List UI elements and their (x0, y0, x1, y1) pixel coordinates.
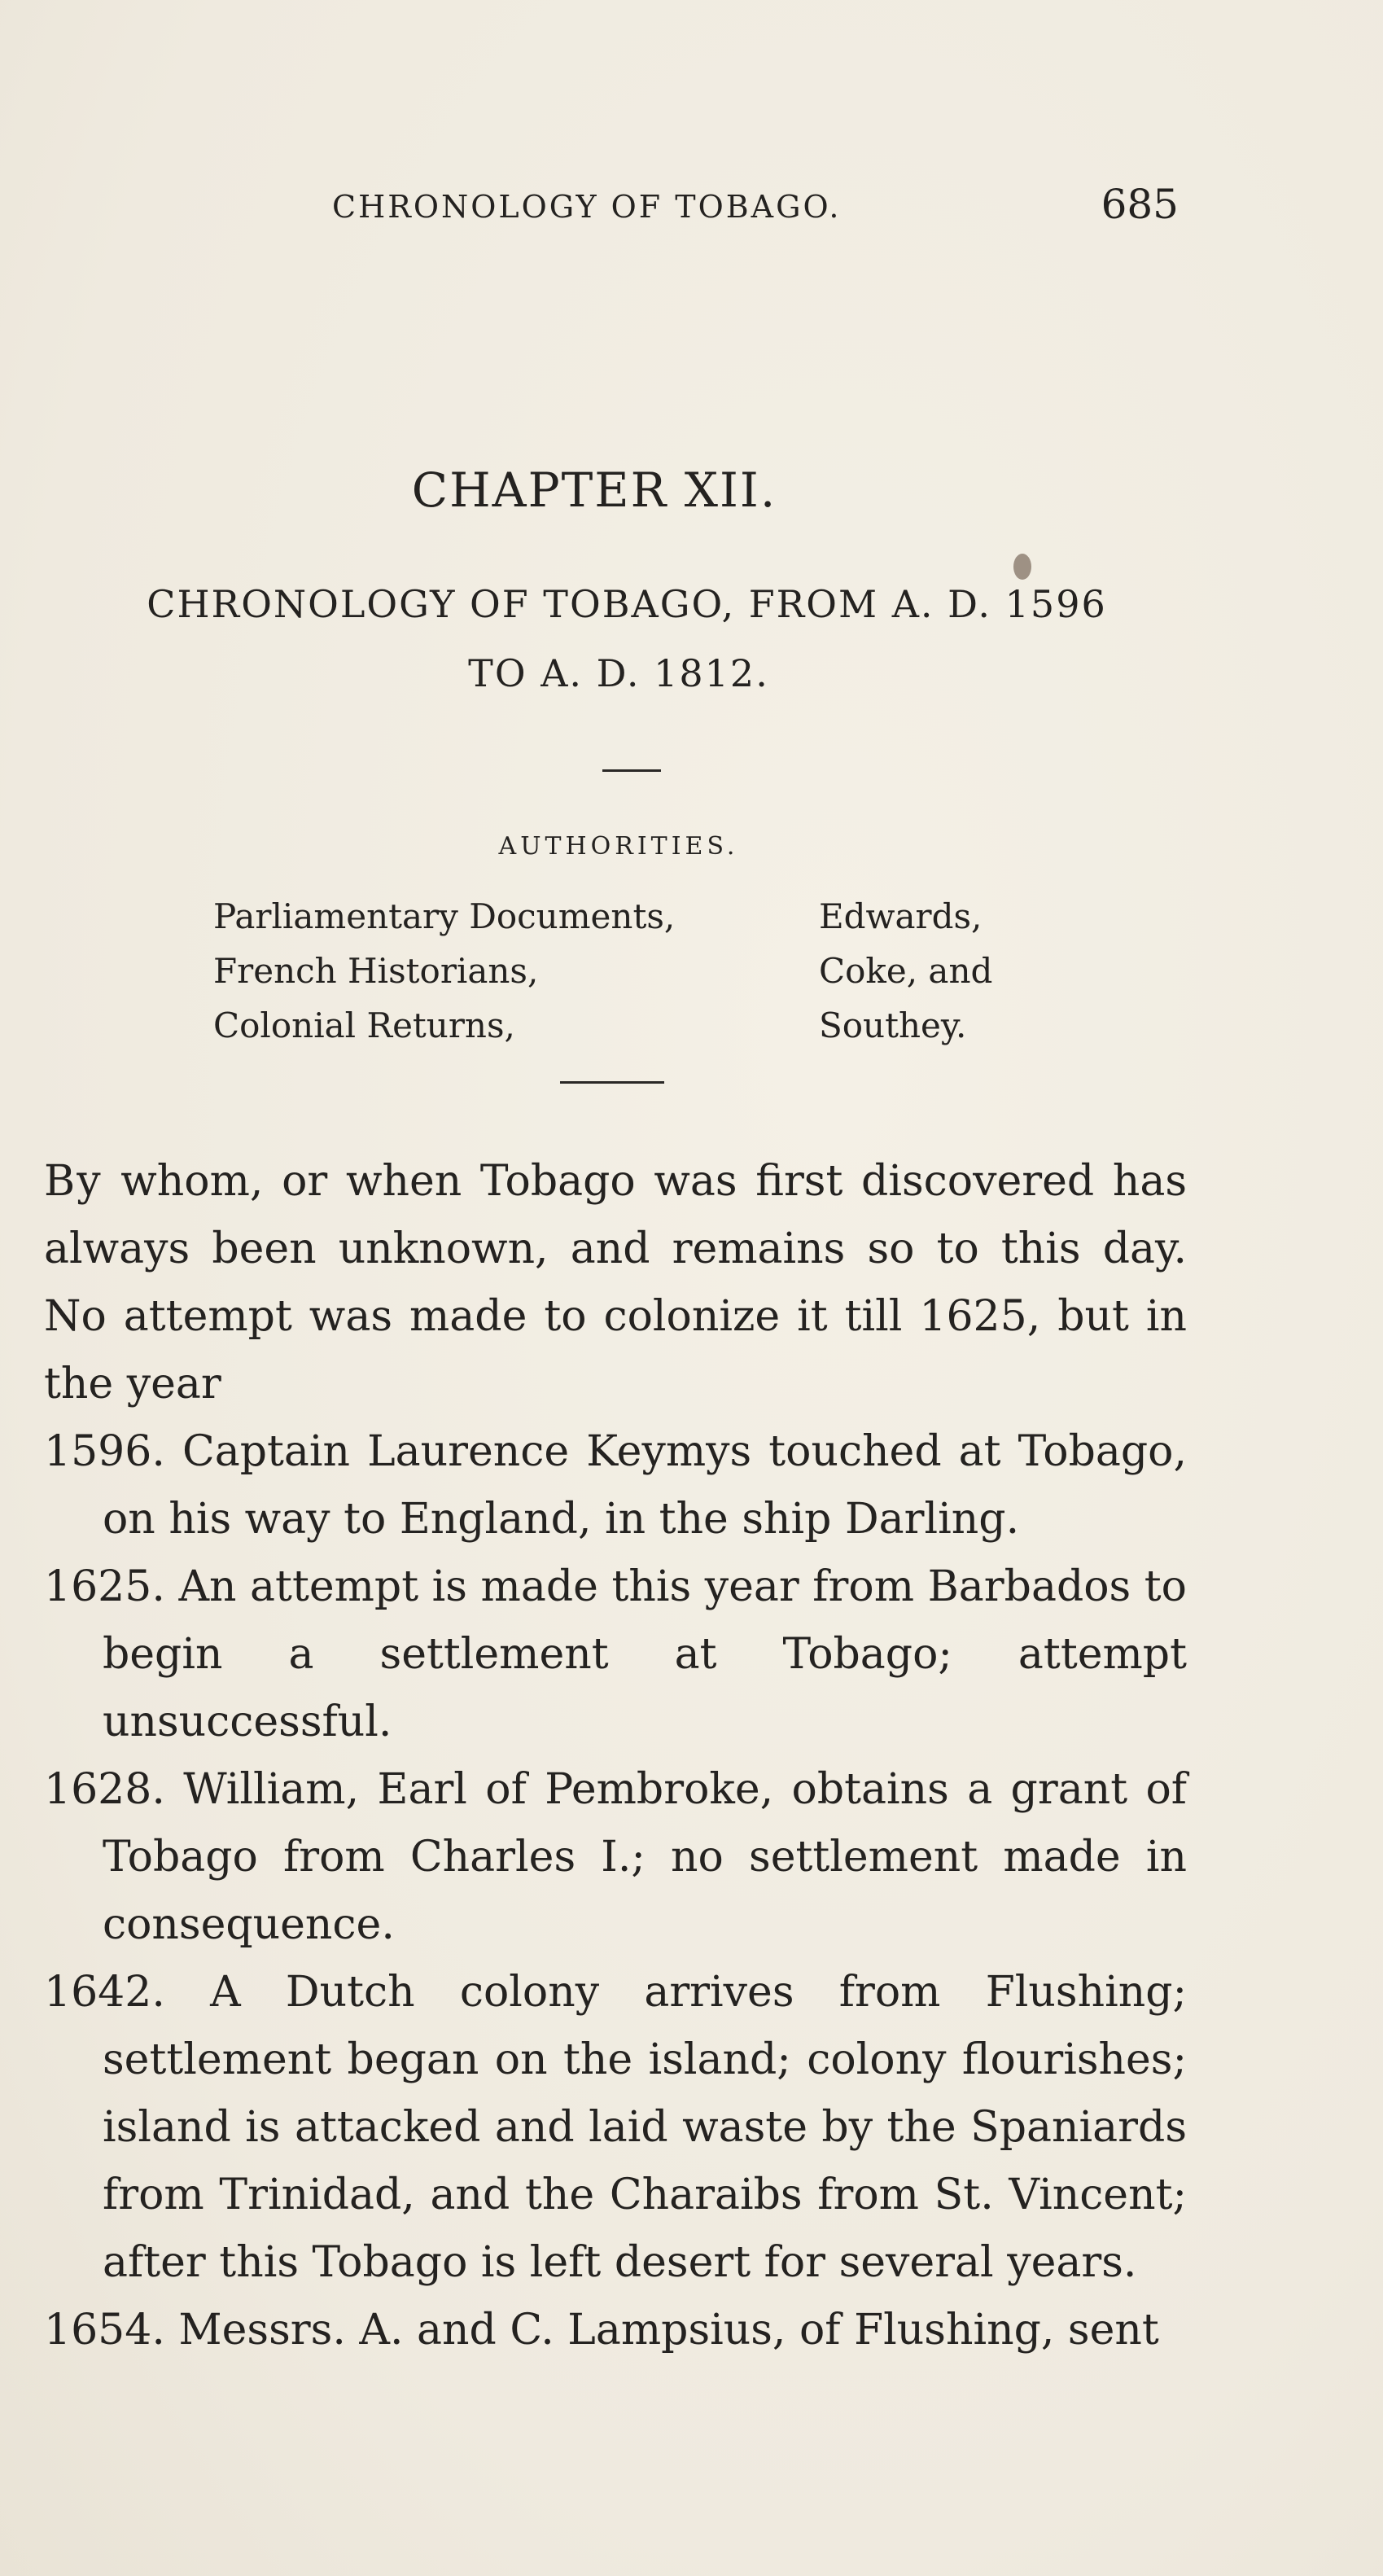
divider-rule (602, 769, 661, 772)
chronology-entry (44, 1959, 1187, 2297)
entry-year: 1628. (44, 1765, 165, 1814)
running-head (332, 181, 1179, 230)
chronology-entry (44, 2297, 1187, 2364)
chronology-entry (44, 1756, 1187, 1959)
authority-right: Edwards, (819, 896, 983, 936)
authority-row (213, 998, 1068, 1053)
chapter-subtitle-line-2: TO A. D. 1812. (468, 651, 769, 695)
authority-left: Colonial Returns, (213, 1005, 515, 1045)
chapter-subtitle-line-1: CHRONOLOGY OF TOBAGO, FROM A. D. 1596 (147, 582, 1107, 626)
authority-left: Parliamentary Documents, (213, 896, 676, 936)
authority-right: Coke, and (819, 951, 993, 991)
intro-text: whom, or when Tobago was first discovered has always been unknown, and remains so to this day. No attempt was made to colonize it till 1625, but in the year (44, 1157, 1188, 1408)
divider-rule (560, 1081, 664, 1084)
authority-row (213, 889, 1068, 944)
entry-text: A Dutch colony arrives from Flushing; settlement began on the island; colony flourishes; island is attacked and laid waste by the Spaniards from Trinidad, and the Charaibs from St. Vincent; after this Tobago is left desert for several years. (103, 1968, 1187, 2287)
ink-stain (1013, 554, 1031, 580)
chronology-entry (44, 1553, 1187, 1756)
authority-left: French Historians, (213, 951, 539, 991)
authorities-list (213, 889, 1068, 1053)
entry-text: Captain Laurence Keymys touched at Tobago, on his way to England, in the ship Darling. (103, 1427, 1188, 1544)
authority-right: Southey. (819, 1005, 967, 1045)
authority-row (213, 944, 1068, 998)
page-number: 685 (1101, 181, 1179, 228)
chronology-entry (44, 1418, 1187, 1553)
running-title: CHRONOLOGY OF TOBAGO. (332, 189, 842, 225)
intro-paragraph (44, 1148, 1187, 1418)
entry-year: 1642. (44, 1968, 165, 2017)
entry-text: Messrs. A. and C. Lampsius, of Flushing, sent (178, 2306, 1159, 2355)
body-text (44, 1148, 1187, 2364)
entry-year: 1596. (44, 1427, 165, 1476)
chapter-heading: CHAPTER XII. (411, 462, 777, 518)
entry-year: 1625. (44, 1562, 165, 1611)
entry-year: 1654. (44, 2306, 165, 2355)
lead-word: By (44, 1157, 103, 1206)
authorities-heading: AUTHORITIES. (498, 832, 739, 861)
entry-text: William, Earl of Pembroke, obtains a grant of Tobago from Charles I.; no settlement made in consequence. (103, 1765, 1187, 1949)
entry-text: An attempt is made this year from Barbados to begin a settlement at Tobago; attempt unsuccessful. (103, 1562, 1187, 1746)
